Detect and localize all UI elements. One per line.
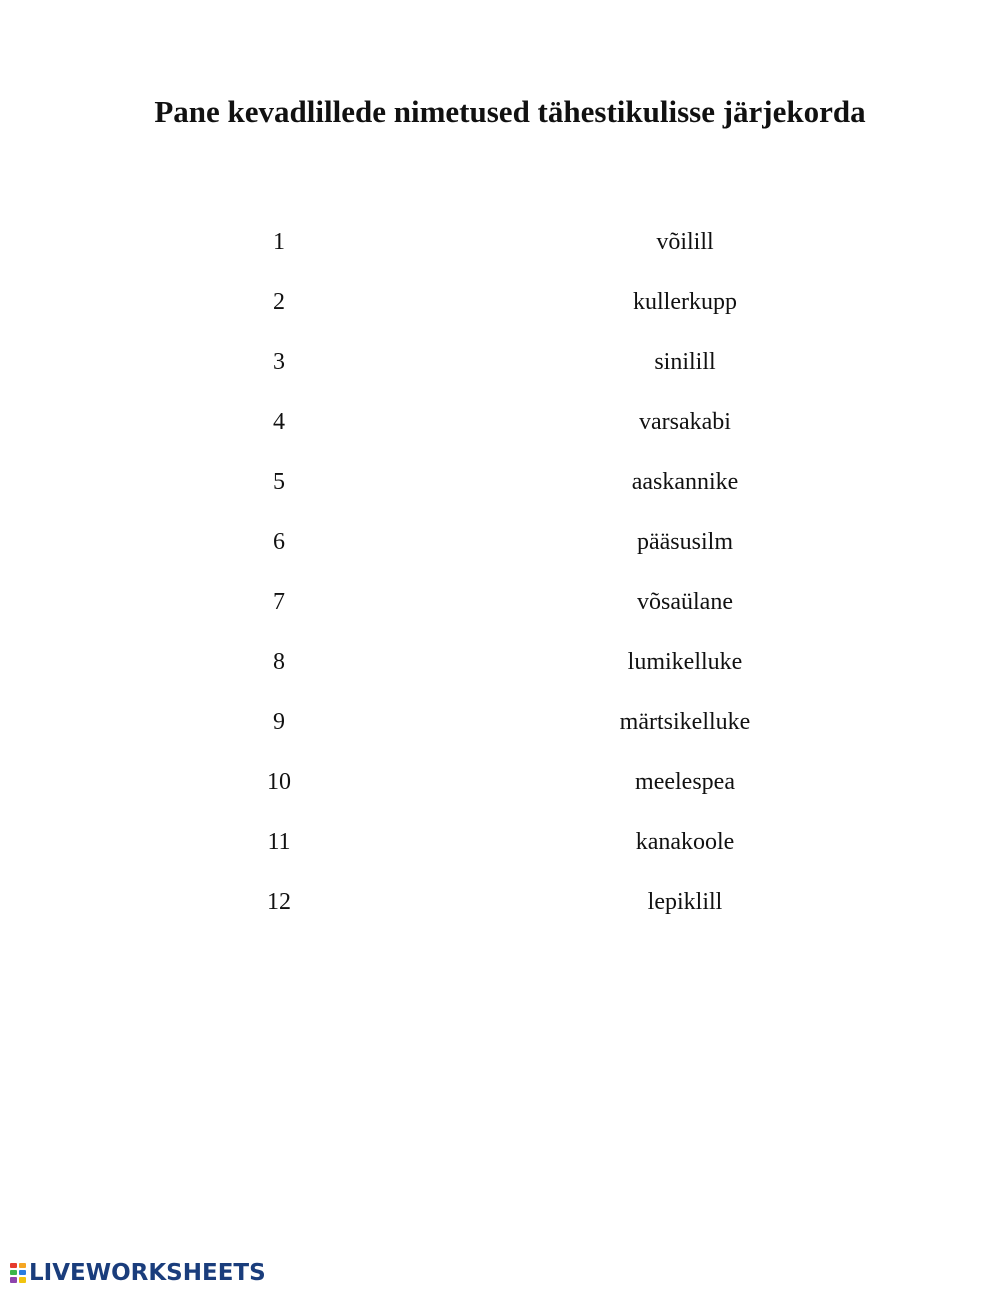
flower-list [0, 222, 1000, 942]
list-item [0, 282, 1000, 342]
item-word: võsaülane [637, 589, 733, 615]
liveworksheets-logo-icon [9, 1262, 27, 1284]
list-item [0, 462, 1000, 522]
item-word: märtsikelluke [619, 709, 751, 735]
item-word: lepiklill [647, 889, 723, 915]
item-number: 2 [273, 289, 285, 315]
list-item [0, 222, 1000, 282]
footer-brand [9, 1259, 266, 1287]
list-item [0, 822, 1000, 882]
list-item [0, 582, 1000, 642]
item-number: 8 [273, 649, 285, 675]
item-word: kanakoole [635, 829, 735, 855]
list-item [0, 642, 1000, 702]
item-word: lumikelluke [627, 649, 743, 675]
item-word: võilill [656, 229, 714, 255]
brand-name: LIVEWORKSHEETS [29, 1260, 266, 1286]
page-title: Pane kevadlillede nimetused tähestikulisse järjekorda [154, 94, 866, 129]
list-item [0, 402, 1000, 462]
item-number: 5 [273, 469, 285, 495]
item-number: 1 [273, 229, 285, 255]
list-item [0, 342, 1000, 402]
item-word: varsakabi [639, 409, 731, 435]
item-number: 12 [267, 889, 291, 915]
item-number: 9 [273, 709, 285, 735]
item-word: meelespea [635, 769, 735, 795]
item-number: 4 [273, 409, 285, 435]
item-word: pääsusilm [637, 529, 733, 555]
item-number: 10 [267, 769, 291, 795]
list-item [0, 762, 1000, 822]
item-word: kullerkupp [633, 289, 737, 315]
list-item [0, 702, 1000, 762]
list-item [0, 522, 1000, 582]
list-item [0, 882, 1000, 942]
item-number: 11 [267, 829, 291, 855]
item-number: 7 [273, 589, 285, 615]
item-word: sinilill [654, 349, 716, 375]
item-number: 3 [273, 349, 285, 375]
item-word: aaskannike [631, 469, 739, 495]
item-number: 6 [273, 529, 285, 555]
